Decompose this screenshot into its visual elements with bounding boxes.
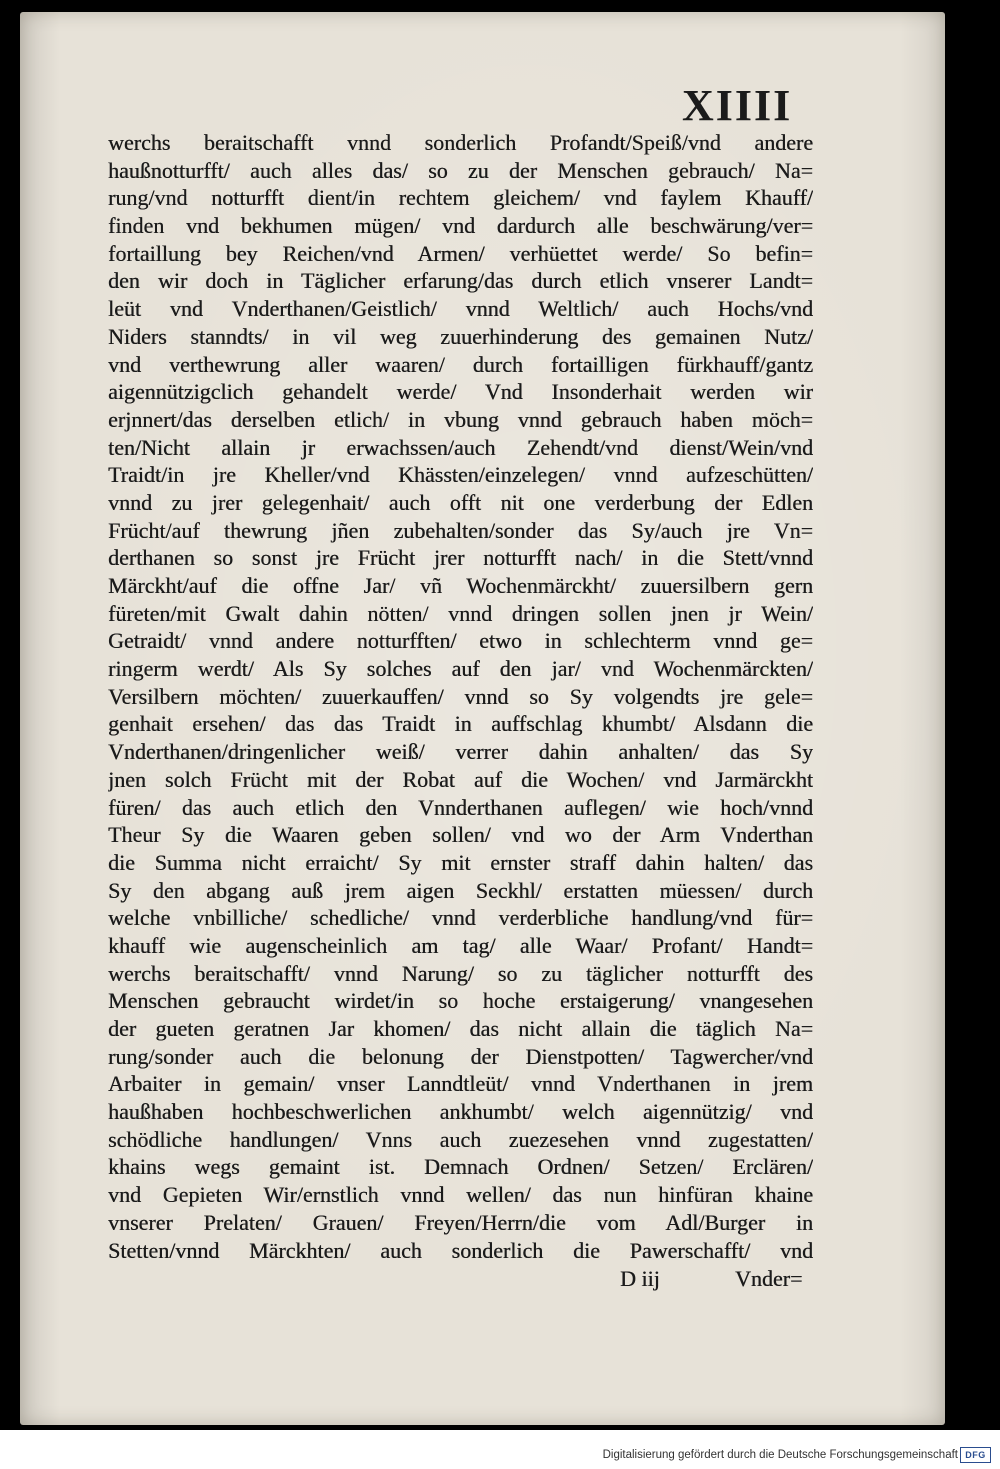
text-line: rung/sonder auch die belonung der Dienstpotten/ Tagwercher/vnd: [108, 1043, 813, 1069]
text-line: Theur Sy die Waaren geben sollen/ vnd wo der Arm Vnderthan: [108, 822, 813, 848]
text-line: vnnd zu jrer gelegenhait/ auch offt nit one verderbung der Edlen: [108, 489, 813, 515]
text-line: Märckht/auf die offne Jar/ vñ Wochenmärckht/ zuuersilbern gern: [108, 573, 813, 598]
text-line: ten/Nicht allain jr erwachssen/auch Zehendt/vnd dienst/Wein/vnd: [108, 434, 813, 460]
text-line: Vnderthanen/dringenlicher weiß/ verrer dahin anhalten/ das Sy: [108, 739, 813, 765]
text-line: Niders stanndts/ in vil weg zuuerhinderung des gemainen Nutz/: [108, 323, 813, 349]
text-line: ringerm werdt/ Als Sy solches auf den jar/ vnd Wochenmärckten/: [108, 656, 813, 682]
text-line: Arbaiter in gemain/ vnser Lanndtleüt/ vnnd Vnderthanen in jrem: [108, 1071, 813, 1097]
signature-mark: D iij: [620, 1266, 660, 1291]
text-line: die Summa nicht erraicht/ Sy mit ernster straff dahin halten/ das: [108, 849, 813, 875]
text-line: Getraidt/ vnnd andere notturfften/ etwo in schlechterm vnnd ge=: [108, 628, 813, 654]
text-line: finden vnd bekhumen mügen/ vnd dardurch alle beschwärung/ver=: [108, 213, 813, 239]
text-line: khains wegs gemaint ist. Demnach Ordnen/ Setzen/ Erclären/: [108, 1154, 813, 1180]
text-line: füren/ das auch etlich den Vnnderthanen auflegen/ wie hoch/vnnd: [108, 794, 813, 820]
text-line: khauff wie augenscheinlich am tag/ alle Waar/ Profant/ Handt=: [108, 932, 813, 958]
catchword-line: [20, 1265, 945, 1293]
text-block: [108, 129, 813, 1264]
text-line: erjnnert/das derselben etlich/ in vbung vnnd gebrauch haben möch=: [108, 406, 813, 432]
dfg-logo-icon: DFG: [960, 1447, 991, 1463]
text-line: rung/vnd notturfft dient/in rechtem gleichem/ vnd faylem Khauff/: [108, 185, 813, 211]
digitization-footer: [0, 1430, 1000, 1469]
text-line: Versilbern möchten/ zuuerkauffen/ vnnd so Sy volgendts jre gele=: [108, 683, 813, 709]
text-line: den wir doch in Täglicher erfarung/das durch etlich vnserer Landt=: [108, 268, 813, 294]
text-line: haußhaben hochbeschwerlichen ankhumbt/ welch aigennützig/ vnd: [108, 1099, 813, 1125]
text-line: welche vnbilliche/ schedliche/ vnnd verderbliche handlung/vnd für=: [108, 905, 813, 931]
text-line: füreten/mit Gwalt dahin nötten/ vnnd dringen sollen jnen jr Wein/: [108, 600, 813, 626]
text-line: genhait ersehen/ das das Traidt in auffschlag khumbt/ Alsdann die: [108, 711, 813, 737]
text-line: jnen solch Frücht mit der Robat auf die Wochen/ vnd Jarmärckht: [108, 766, 813, 792]
text-line: werchs beraitschafft/ vnnd Narung/ so zu täglicher notturfft des: [108, 960, 813, 986]
folio-number: XIIII: [682, 81, 793, 130]
scanned-page: [20, 12, 945, 1425]
text-line: Traidt/in jre Kheller/vnd Khässten/einzelegen/ vnnd aufzeschütten/: [108, 462, 813, 488]
text-line: vnd Gepieten Wir/ernstlich vnnd wellen/ das nun hinfüran khaine: [108, 1182, 813, 1208]
text-line: vnd verthewrung aller waaren/ durch fortailligen fürkhauff/gantz: [108, 351, 813, 377]
text-line: haußnotturfft/ auch alles das/ so zu der Menschen gebrauch/ Na=: [108, 157, 813, 183]
text-line: Stetten/vnnd Märckhten/ auch sonderlich die Pawerschafft/ vnd: [108, 1237, 813, 1263]
text-line: vnserer Prelaten/ Grauen/ Freyen/Herrn/die vom Adl/Burger in: [108, 1209, 813, 1235]
text-line: schödliche handlungen/ Vnns auch zuezesehen vnnd zugestatten/: [108, 1126, 813, 1152]
text-line: leüt vnd Vnderthanen/Geistlich/ vnnd Weltlich/ auch Hochs/vnd: [108, 296, 813, 322]
text-line: Frücht/auf thewrung jñen zubehalten/sonder das Sy/auch jre Vn=: [108, 517, 813, 543]
catchword: Vnder=: [735, 1266, 803, 1291]
funding-credit: Digitalisierung gefördert durch die Deutsche Forschungsgemeinschaft: [602, 1449, 958, 1461]
text-line: aigennützigclich gehandelt werde/ Vnd Insonderhait werden wir: [108, 379, 813, 405]
text-line: derthanen so sonst jre Frücht jrer notturfft nach/ in die Stett/vnnd: [108, 545, 813, 571]
text-line: der gueten geratnen Jar khomen/ das nicht allain die täglich Na=: [108, 1016, 813, 1041]
text-line: fortaillung bey Reichen/vnd Armen/ verhüettet werde/ So befin=: [108, 240, 813, 266]
text-line: werchs beraitschafft vnnd sonderlich Profandt/Speiß/vnd andere: [108, 130, 813, 155]
text-line: Menschen gebraucht wirdet/in so hoche erstaigerung/ vnangesehen: [108, 988, 813, 1014]
text-line: Sy den abgang auß jrem aigen Seckhl/ erstatten müessen/ durch: [108, 877, 813, 903]
